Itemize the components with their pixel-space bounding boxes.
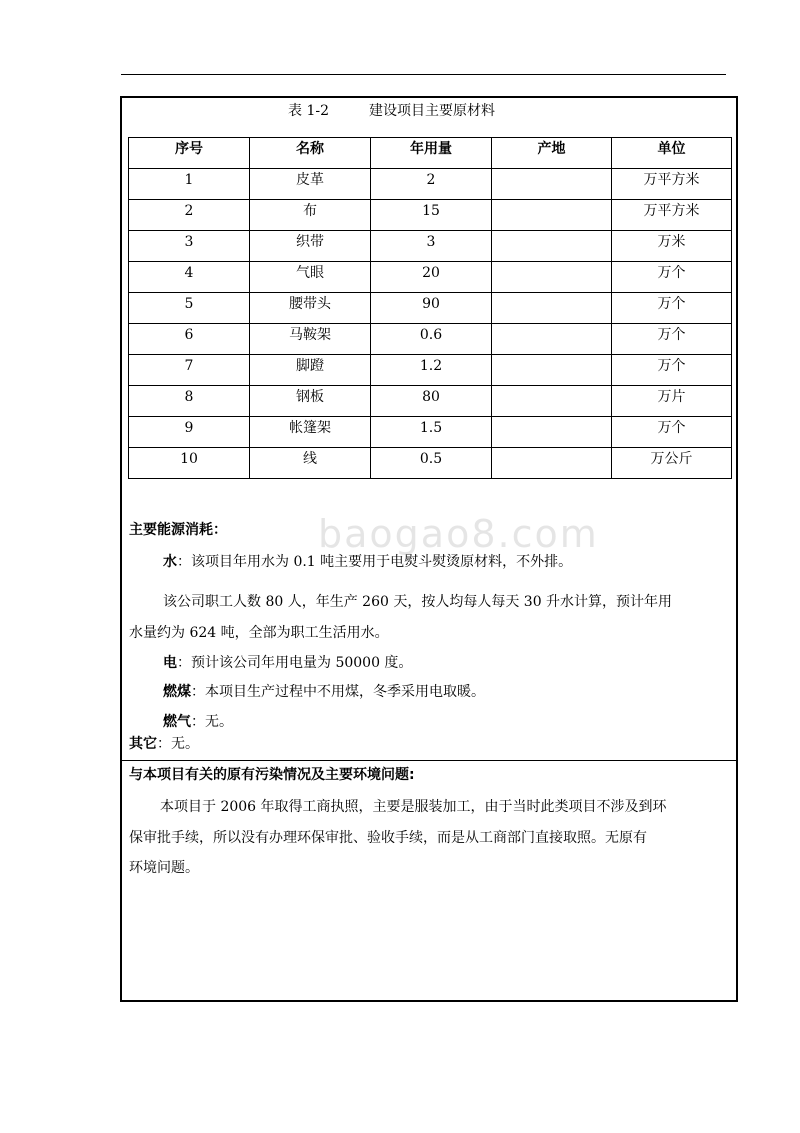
table-cell: 脚蹬 xyxy=(250,355,371,386)
gas-label: 燃气 xyxy=(163,714,191,730)
table-cell: 1.2 xyxy=(371,355,492,386)
header-cell: 名称 xyxy=(250,138,371,169)
table-caption xyxy=(288,100,495,120)
table-cell: 1.5 xyxy=(371,417,492,448)
table-cell: 3 xyxy=(129,231,250,262)
table-number: 表 1-2 xyxy=(288,103,329,119)
table-cell: 2 xyxy=(371,169,492,200)
table-row xyxy=(129,293,732,324)
table-cell: 钢板 xyxy=(250,386,371,417)
table-cell: 1 xyxy=(129,169,250,200)
table-cell: 万米 xyxy=(612,231,732,262)
table-cell: 7 xyxy=(129,355,250,386)
table-cell: 万平方米 xyxy=(612,200,732,231)
pollution-title: 与本项目有关的原有污染情况及主要环境问题: xyxy=(129,767,415,783)
coal-line xyxy=(163,681,485,701)
table-cell: 万平方米 xyxy=(612,169,732,200)
water-line xyxy=(163,551,572,571)
table-cell: 腰带头 xyxy=(250,293,371,324)
table-row xyxy=(129,169,732,200)
table-row xyxy=(129,417,732,448)
table-cell: 3 xyxy=(371,231,492,262)
table-cell: 6 xyxy=(129,324,250,355)
table-cell xyxy=(492,231,612,262)
table-cell: 4 xyxy=(129,262,250,293)
table-cell: 万片 xyxy=(612,386,732,417)
power-label: 电 xyxy=(163,655,177,671)
table-cell: 布 xyxy=(250,200,371,231)
table-row xyxy=(129,355,732,386)
table-cell: 9 xyxy=(129,417,250,448)
table-cell: 万个 xyxy=(612,293,732,324)
header-rule xyxy=(121,74,726,75)
table-cell: 90 xyxy=(371,293,492,324)
watermark: baogao8.com xyxy=(318,512,599,556)
table-cell: 马鞍架 xyxy=(250,324,371,355)
table-cell: 0.6 xyxy=(371,324,492,355)
table-cell xyxy=(492,293,612,324)
table-title: 建设项目主要原材料 xyxy=(369,103,495,119)
other-label: 其它 xyxy=(129,736,157,752)
table-cell: 帐篷架 xyxy=(250,417,371,448)
gas-line xyxy=(163,711,233,731)
table-cell xyxy=(492,200,612,231)
table-row xyxy=(129,262,732,293)
power-text: ：预计该公司年用电量为 50000 度。 xyxy=(177,655,413,671)
table-cell: 气眼 xyxy=(250,262,371,293)
coal-text: ：本项目生产过程中不用煤，冬季采用电取暖。 xyxy=(191,684,485,700)
table-row xyxy=(129,200,732,231)
header-cell: 单位 xyxy=(612,138,732,169)
table-cell: 8 xyxy=(129,386,250,417)
table-cell xyxy=(492,448,612,479)
gas-text: ：无。 xyxy=(191,714,233,730)
table-cell: 万个 xyxy=(612,355,732,386)
section-divider xyxy=(122,760,738,761)
table-cell: 10 xyxy=(129,448,250,479)
pollution-line-2: 保审批手续，所以没有办理环保审批、验收手续，而是从工商部门直接取照。无原有 xyxy=(129,830,647,846)
table-cell: 线 xyxy=(250,448,371,479)
header-cell: 年用量 xyxy=(371,138,492,169)
water-text: ：该项目年用水为 0.1 吨主要用于电熨斗熨烫原材料，不外排。 xyxy=(177,554,573,570)
table-cell: 皮革 xyxy=(250,169,371,200)
table-cell xyxy=(492,386,612,417)
water-label: 水 xyxy=(163,554,177,570)
table-cell: 万个 xyxy=(612,324,732,355)
other-text: ：无。 xyxy=(157,736,199,752)
table-cell xyxy=(492,169,612,200)
other-line xyxy=(129,733,199,753)
staff-line-1: 该公司职工人数 80 人，年生产 260 天，按人均每人每天 30 升水计算，预计年用 xyxy=(163,594,673,610)
table-cell: 80 xyxy=(371,386,492,417)
coal-label: 燃煤 xyxy=(163,684,191,700)
table-header-row xyxy=(129,138,732,169)
energy-title: 主要能源消耗： xyxy=(129,522,227,538)
table-cell: 万个 xyxy=(612,262,732,293)
table-cell xyxy=(492,324,612,355)
header-cell: 产地 xyxy=(492,138,612,169)
materials-table xyxy=(128,137,732,479)
table-cell: 15 xyxy=(371,200,492,231)
power-line xyxy=(163,652,412,672)
table-cell: 织带 xyxy=(250,231,371,262)
table-cell: 万个 xyxy=(612,417,732,448)
table-cell xyxy=(492,355,612,386)
staff-line-2: 水量约为 624 吨，全部为职工生活用水。 xyxy=(129,625,389,641)
table-row xyxy=(129,324,732,355)
pollution-line-3: 环境问题。 xyxy=(129,860,199,876)
pollution-line-1: 本项目于 2006 年取得工商执照，主要是服装加工，由于当时此类项目不涉及到环 xyxy=(160,799,667,815)
table-row xyxy=(129,448,732,479)
table-cell: 0.5 xyxy=(371,448,492,479)
table-cell: 万公斤 xyxy=(612,448,732,479)
table-row xyxy=(129,231,732,262)
table-cell: 5 xyxy=(129,293,250,324)
table-row xyxy=(129,386,732,417)
header-cell: 序号 xyxy=(129,138,250,169)
table-cell: 2 xyxy=(129,200,250,231)
table-cell xyxy=(492,262,612,293)
table-cell: 20 xyxy=(371,262,492,293)
table-cell xyxy=(492,417,612,448)
